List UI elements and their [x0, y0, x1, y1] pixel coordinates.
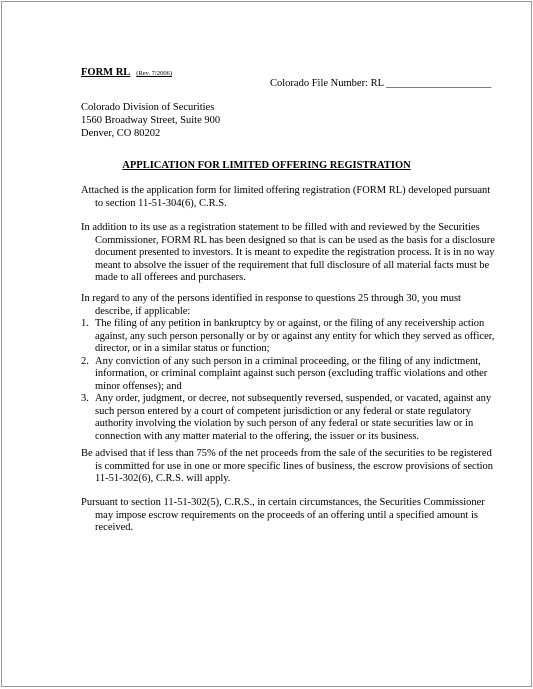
- paragraph-text: In addition to its use as a registration statement to be filled with and reviewed by the Securities Commissioner, FORM RL has been designed so that is can be used as the basis for a disclosure document presented to investors. It is meant to expedite the registration process. It is in no way meant to absolve the issuer of the requirement that full disclosure of all material facts must be made to all offerees and purchasers.: [81, 222, 495, 283]
- item-text: Any conviction of any such person in a criminal proceeding, or the filing of any indictment, information, or criminal complaint against such person (excluding traffic violations and other minor offenses); and: [95, 355, 488, 392]
- document-page: [1, 1, 532, 687]
- disclosure-list: [81, 318, 497, 443]
- address-line: 1560 Broadway Street, Suite 900: [81, 115, 221, 126]
- list-item: [81, 393, 497, 443]
- form-label: FORM RL: [81, 67, 131, 78]
- commissioner-paragraph: [81, 497, 497, 535]
- item-number: 1.: [81, 318, 89, 329]
- item-text: Any order, judgment, or decree, not subsequently reversed, suspended, or vacated, against any such person entered by a court of competent jurisdiction or any federal or state regulatory authority involving the violation by such person of any federal or state securities law or in connection with any matter material to the offering, the issuer or its business.: [95, 393, 492, 442]
- revision-note: (Rev. 7/2006): [136, 70, 172, 77]
- address-line: Denver, CO 80202: [81, 128, 161, 139]
- paragraph-text: In regard to any of the persons identified in response to questions 25 through 30, you must describe, if applicable:: [81, 293, 461, 317]
- intro-paragraph: [81, 185, 497, 210]
- list-item: [81, 318, 497, 356]
- disclosure-section: [81, 293, 497, 443]
- paragraph-text: Be advised that if less than 75% of the net proceeds from the sale of the securities to be registered is committed for use in one or more specific lines of business, the escrow provisions of section 11-51-302(6), C.R.S. will apply.: [81, 448, 494, 484]
- item-number: 2.: [81, 355, 89, 367]
- address-line: Colorado Division of Securities: [81, 102, 215, 113]
- usage-paragraph: [81, 222, 497, 285]
- list-item: [81, 356, 497, 394]
- document-title: APPLICATION FOR LIMITED OFFERING REGISTRATION: [122, 160, 411, 171]
- paragraph-text: Attached is the application form for limited offering registration (FORM RL) developed pursuant to section 11-51-304(6), C.R.S.: [81, 185, 491, 209]
- escrow-paragraph: [81, 448, 497, 486]
- item-number: 3.: [81, 393, 89, 404]
- division-address: [81, 101, 220, 140]
- item-text: The filing of any petition in bankruptcy by or against, or the filing of any receivership action against, any such person personally or by or against any entity for which they served as officer, director, or in a similar status or function;: [95, 318, 495, 354]
- form-identifier: [81, 67, 172, 78]
- paragraph-text: Pursuant to section 11-51-302(5), C.R.S., in certain circumstances, the Securities Commissioner may impose escrow requirements on the proceeds of an offering until a specified amount is received.: [81, 497, 485, 533]
- file-number-field: Colorado File Number: RL ____________________: [270, 78, 492, 89]
